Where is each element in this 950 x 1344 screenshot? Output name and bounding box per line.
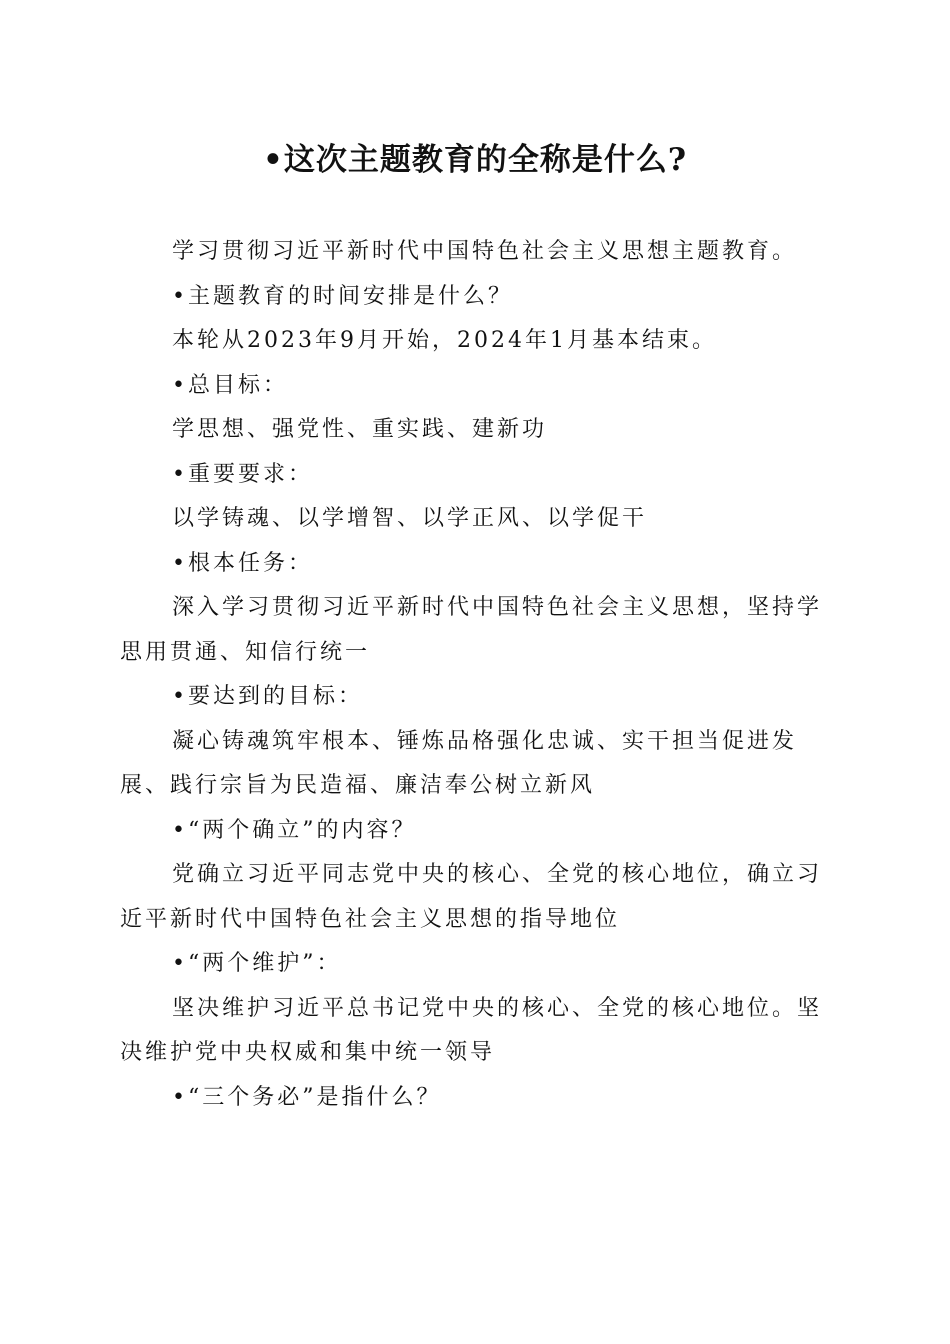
document-body [120,230,825,1120]
paragraph: 党确立习近平同志党中央的核心、全党的核心地位，确立习近平新时代中国特色社会主义思想的指导地位 [120,862,823,932]
paragraph: 学习贯彻习近平新时代中国特色社会主义思想主题教育。 [172,239,798,264]
paragraph: 学思想、强党性、重实践、建新功 [172,417,548,442]
paragraph: 凝心铸魂筑牢根本、锤炼品格强化忠诚、实干担当促进发展、践行宗旨为民造福、廉洁奉公树立新风 [120,728,798,798]
paragraph: 本轮从2023年9月开始，2024年1月基本结束。 [172,328,717,353]
document-title: •这次主题教育的全称是什么? [263,142,687,178]
question-heading: •总目标： [172,372,288,398]
paragraph: 坚决维护习近平总书记党中央的核心、全党的核心地位。坚决维护党中央权威和集中统一领导 [120,995,823,1065]
question-heading: •“两个确立”的内容？ [172,817,417,843]
question-heading: •根本任务： [172,550,313,576]
paragraph: 深入学习贯彻习近平新时代中国特色社会主义思想，坚持学思用贯通、知信行统一 [120,595,823,665]
question-heading: •“三个务必”是指什么？ [172,1084,442,1110]
paragraph: 以学铸魂、以学增智、以学正风、以学促干 [172,506,648,531]
question-heading: •重要要求： [172,461,313,487]
question-heading: •主题教育的时间安排是什么？ [172,283,513,309]
question-heading: •要达到的目标： [172,684,363,709]
question-heading: •“两个维护”： [172,951,342,976]
